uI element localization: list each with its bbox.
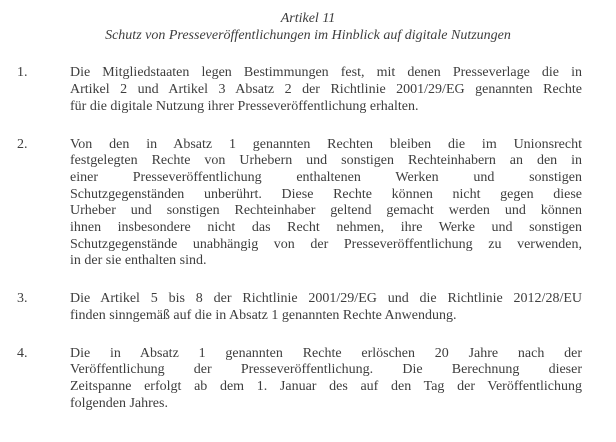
paragraph (17, 136, 582, 271)
paragraph-number: 2. (17, 136, 28, 152)
paragraph-line: Zeitspanne erfolgt ab dem 1. Januar des auf den Tag der Veröffentlichung (70, 378, 582, 394)
paragraph-number: 1. (17, 65, 28, 81)
paragraph-line: Urheber und sonstigen Rechteinhaber geltend gemacht werden und können (70, 203, 582, 219)
paragraph-line: Veröffentlichung der Presseveröffentlichung. Die Berechnung dieser (70, 362, 582, 378)
paragraph-line: folgenden Jahres. (70, 395, 168, 411)
paragraph-line: Artikel 2 und Artikel 3 Absatz 2 der Richtlinie 2001/29/EG genannten Rechte (70, 82, 582, 98)
paragraph-line: Die Mitgliedstaaten legen Bestimmungen fest, mit denen Presseverlage die in (70, 65, 582, 81)
paragraph-line: einer Presseveröffentlichung enthaltenen Werken und sonstigen (70, 169, 582, 185)
article-title: Artikel 11 (280, 11, 336, 26)
article-heading (20, 11, 596, 44)
paragraph-line: Von den in Absatz 1 genannten Rechten bleiben die im Unionsrecht (70, 136, 582, 152)
paragraph (17, 291, 582, 324)
paragraph (17, 345, 582, 413)
paragraph-line: festgelegten Rechte von Urhebern und sonstigen Rechteinhabern an den in (70, 153, 582, 169)
article-body (0, 65, 616, 412)
paragraph-line: Schutzgegenstände unabhängig von der Presseveröffentlichung zu verwenden, (70, 236, 582, 252)
paragraph-line: Die in Absatz 1 genannten Rechte erlöschen 20 Jahre nach der (70, 345, 582, 361)
paragraph-number: 4. (17, 345, 28, 361)
paragraph-number: 3. (17, 291, 28, 307)
paragraph-line: ihnen insbesondere nicht das Recht nehmen, ihre Werke und sonstigen (70, 220, 582, 236)
paragraph-line: für die digitale Nutzung ihrer Presseveröffentlichung erhalten. (70, 98, 419, 114)
article-subtitle: Schutz von Presseveröffentlichungen im Hinblick auf digitale Nutzungen (105, 27, 511, 43)
paragraph-line: Schutzgegenständen unberührt. Diese Rechte können nicht gegen diese (70, 186, 582, 202)
paragraph (17, 65, 582, 115)
paragraph-line: finden sinngemäß auf die in Absatz 1 genannten Rechte Anwendung. (70, 307, 457, 323)
paragraph-line: Die Artikel 5 bis 8 der Richtlinie 2001/29/EG und die Richtlinie 2012/28/EU (70, 291, 582, 307)
paragraph-line: in der sie enthalten sind. (70, 253, 207, 269)
